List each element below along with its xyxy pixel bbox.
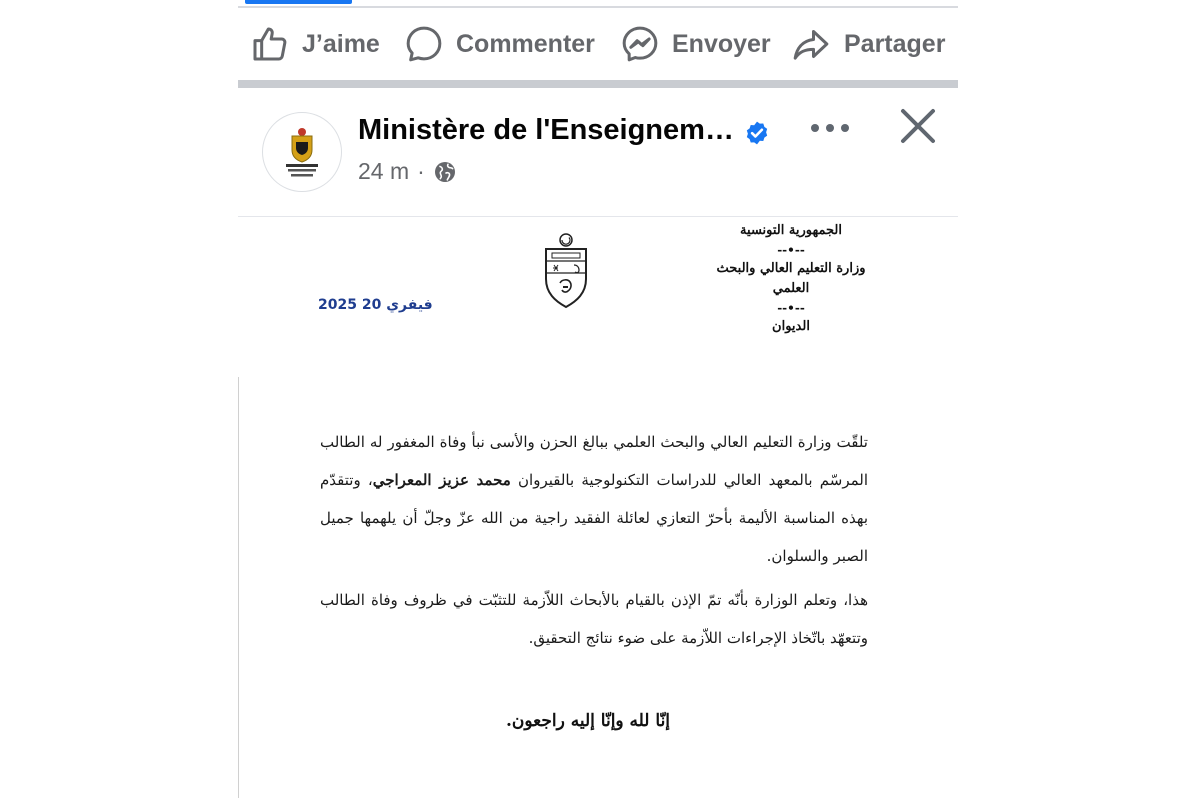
- letterhead-cabinet: الديوان: [772, 319, 810, 334]
- share-button[interactable]: [790, 16, 945, 72]
- close-button[interactable]: [898, 106, 938, 146]
- share-label: Partager: [844, 29, 946, 58]
- send-button[interactable]: [620, 16, 771, 72]
- more-dots-icon: [810, 123, 850, 133]
- thumbs-up-icon: [250, 24, 290, 64]
- meta-separator: ·: [417, 158, 425, 184]
- paragraph-text: تلقّت وزارة التعليم العالي والبحث العلمي ببالغ الحزن والأسى نبأ وفاة المغفور له الطالب المرسّم بالمعهد العالي للدراسات التكنولوجية بالقيروان: [320, 433, 869, 489]
- messenger-icon: [620, 24, 660, 64]
- comment-icon: [404, 24, 444, 64]
- feed-column: [238, 0, 958, 798]
- post-separator: [238, 80, 958, 88]
- tunisia-coat-of-arms-icon: [538, 231, 594, 309]
- document-paragraph-2: هذا، وتعلم الوزارة بأنّه تمّ الإذن بالقيام بالأبحاث اللاّزمة للتثبّت في ظروف وفاة الطالب وتتعهّد باتّخاذ الإجراءات اللاّزمة على ضوء نتائج التحقيق.: [320, 591, 868, 647]
- page-name[interactable]: Ministère de l'Enseignem…: [358, 114, 734, 146]
- close-icon: [900, 108, 936, 144]
- verified-badge-icon: [744, 120, 770, 146]
- post-action-bar: [238, 8, 958, 80]
- page-avatar[interactable]: [262, 112, 342, 192]
- letterhead-republic: الجمهورية التونسية: [740, 223, 842, 238]
- like-label: J’aime: [302, 29, 380, 58]
- letterhead-ministry: وزارة التعليم العالي والبحث العلمي: [716, 261, 866, 296]
- like-button[interactable]: [250, 16, 380, 72]
- comment-label: Commenter: [456, 29, 595, 58]
- comment-button[interactable]: [404, 16, 595, 72]
- document-body: [320, 423, 868, 663]
- document-closing: إنّا لله وإنّا إليه راجعون.: [505, 711, 671, 731]
- send-label: Envoyer: [672, 29, 771, 58]
- globe-icon: [433, 160, 457, 184]
- post-meta: [358, 158, 457, 185]
- ministry-logo-icon: [272, 122, 332, 182]
- letterhead-dash: --•--: [777, 243, 805, 257]
- document-edge: [238, 377, 239, 798]
- post-image-document[interactable]: [238, 217, 958, 798]
- student-name: محمد عزيز المعراجي: [372, 471, 511, 489]
- post-time[interactable]: 24 m: [358, 158, 410, 184]
- letterhead-dash: --•--: [777, 301, 805, 315]
- post-header: [238, 88, 958, 217]
- document-date: 2025 فيفري 20: [318, 297, 433, 313]
- more-options-button[interactable]: [808, 110, 852, 146]
- active-tab-indicator: [245, 0, 352, 4]
- share-arrow-icon: [790, 24, 832, 64]
- document-letterhead: [706, 221, 876, 337]
- document-paragraph-1: [320, 423, 868, 575]
- paragraph-text: ، وتتقدّم بهذه المناسبة الأليمة بأحرّ التعازي لعائلة الفقيد راجية من الله عزّ وجلّ أن يلهمها جميل الصبر والسلوان.: [320, 471, 868, 565]
